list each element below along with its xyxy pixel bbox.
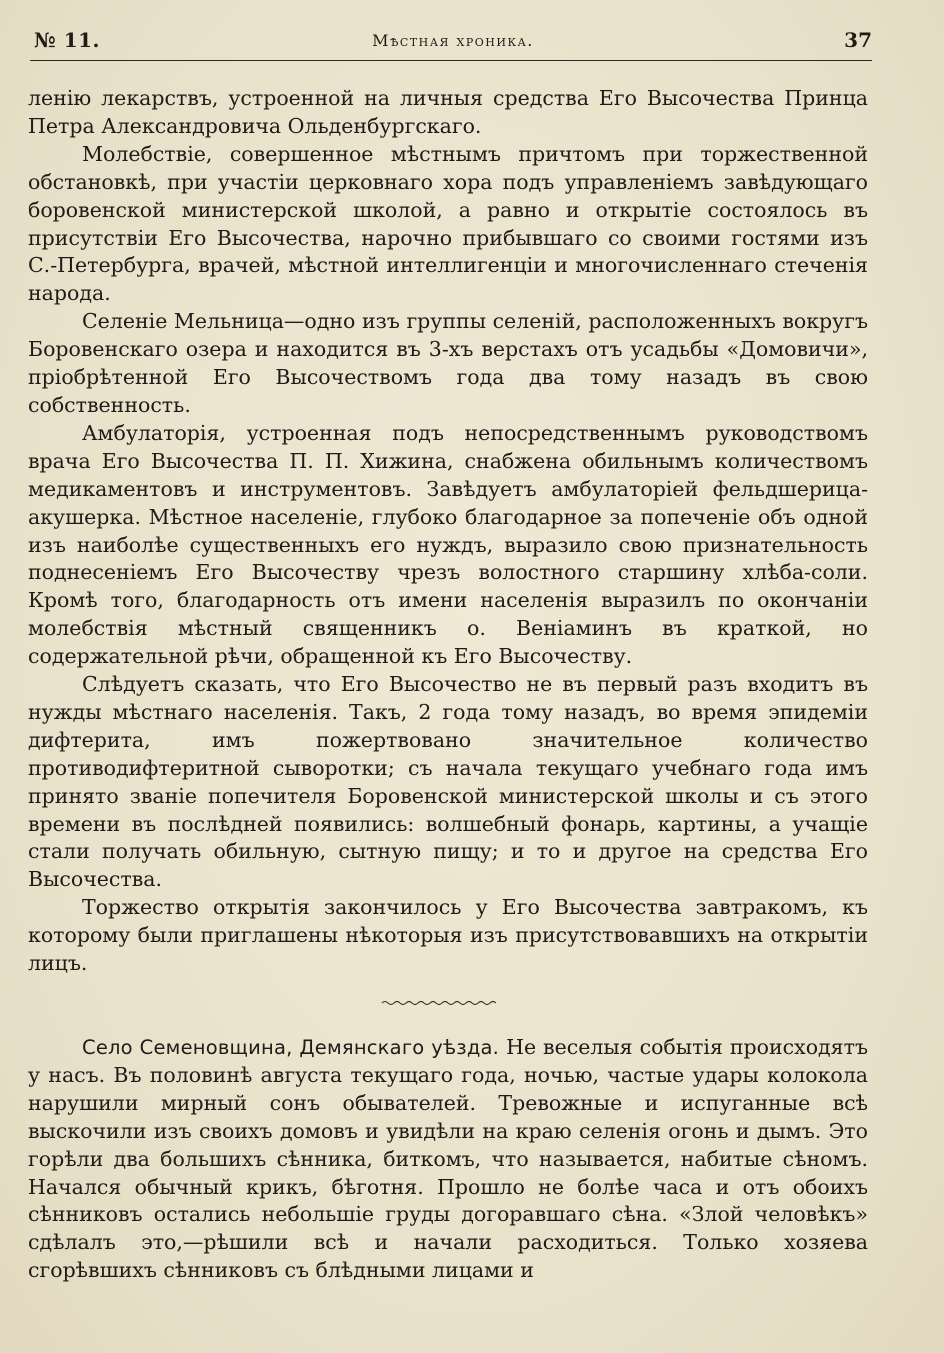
paragraph: Амбулаторія, устроенная подъ непосредственнымъ руководствомъ врача Его Высочества П. П. Хижина, снабжена обильнымъ количествомъ медикаментовъ и инструментовъ. Завѣдуетъ амбулаторіей фельдшерица-акушерка. Мѣстное населеніе, глубоко благодарное за попеченіе объ одной изъ наиболѣе существенныхъ его нуждъ, выразило свою признательность поднесеніемъ Его Высочеству чрезъ волостного старшину хлѣба-соли. Кромѣ того, благодарность отъ имени населенія выразилъ по окончаніи молебствія мѣстный священникъ о. Веніаминъ въ краткой, но содержательной рѣчи, обращенной къ Его Высочеству. [28,420,868,669]
section-heading: Село Семеновщина, Демянскаго уѣзда. [82,1036,500,1059]
paragraph: Торжество открытія закончилось у Его Высочества завтракомъ, къ которому были приглашены нѣкоторыя изъ присутствовавшихъ на открытіи лицъ. [28,895,868,976]
paragraph: Молебствіе, совершенное мѣстнымъ причтомъ при торжественной обстановкѣ, при участіи церковнаго хора подъ управленіемъ завѣдующаго боровенской министерской школой, а равно и открытіе состоялось въ присутствіи Его Высочества, нарочно прибывшаго со своими гостями изъ С.-Петербурга, врачей, мѣстной интеллигенціи и многочисленнаго стеченія народа. [28,141,868,306]
section-two-text: Не веселыя событія происходятъ у насъ. Въ половинѣ августа текущаго года, ночью, частые удары колокола нарушили мирный сонъ обывателей. Тревожные и испуганные всѣ выскочили изъ своихъ домовъ и увидѣли на краю селенія огонь и дымъ. Это горѣли два большихъ сѣнника, биткомъ, что называется, набитые сѣномъ. Начался обычный крикъ, бѣготня. Прошло не болѣе часа и отъ обоихъ сѣнниковъ остались небольшіе груды догоравшаго сѣна. «Злой человѣкъ» сдѣлалъ это,—рѣшили всѣ и начали расходиться. Только хозяева сгорѣвшихъ сѣнниковъ съ блѣдными лицами и [28,1035,868,1283]
section-one [28,85,868,978]
page-number: 37 [844,28,872,52]
paragraph: Слѣдуетъ сказать, что Его Высочество не въ первый разъ входитъ въ нужды мѣстнаго населенія. Такъ, 2 года тому назадъ, во время эпидеміи дифтерита, имъ пожертвовано значительное количество противодифтеритной сыворотки; съ начала текущаго учебнаго года имъ принято званіе попечителя Боровенской министерской школы и съ этого времени въ послѣдней появились: волшебный фонарь, картины, а учащіе стали получать обильную, сытную пищу; и то и другое на средства Его Высочества. [28,672,868,892]
paragraph [28,1034,868,1285]
section-title: Мѣстная хроника. [372,31,534,50]
running-header [34,28,872,58]
section-two [28,1034,868,1285]
header-rule [30,60,872,61]
paragraph: ленію лекарствъ, устроенной на личныя средства Его Высочества Принца Петра Александровича Ольденбургскаго. [28,86,868,138]
paragraph: Селеніе Мельница—одно изъ группы селеній, расположенныхъ вокругъ Боровенскаго озера и находится въ 3-хъ верстахъ отъ усадьбы «Домовичи», пріобрѣтенной Его Высочествомъ года два тому назадъ въ свою собственность. [28,309,868,417]
issue-number: № 11. [34,28,100,52]
section-divider [380,998,500,1008]
